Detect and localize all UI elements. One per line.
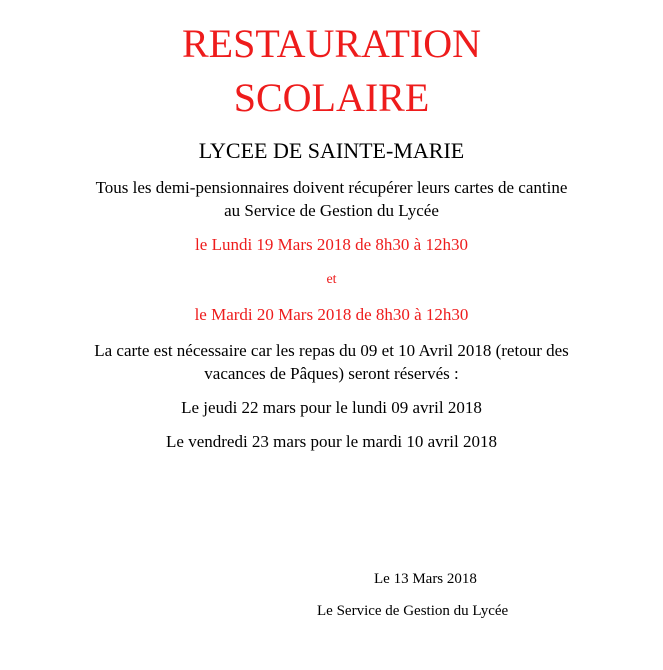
intro-line-1: Tous les demi-pensionnaires doivent récupérer leurs cartes de cantine (95, 178, 568, 197)
signature-service: Le Service de Gestion du Lycée (317, 603, 509, 619)
note-line-1: La carte est nécessaire car les repas du 09 et 10 Avril 2018 (retour des (94, 341, 569, 360)
date-connector: et (326, 272, 337, 287)
pickup-date-2: le Mardi 20 Mars 2018 de 8h30 à 12h30 (194, 305, 469, 324)
intro-line-2: au Service de Gestion du Lycée (224, 201, 439, 220)
pickup-date-1: le Lundi 19 Mars 2018 de 8h30 à 12h30 (195, 235, 468, 254)
title-line-1: RESTAURATION (181, 21, 482, 66)
title-line-2: SCOLAIRE (233, 75, 430, 120)
schedule-line-2: Le vendredi 23 mars pour le mardi 10 avril 2018 (166, 432, 497, 451)
signature-date: Le 13 Mars 2018 (374, 571, 477, 587)
school-name: LYCEE DE SAINTE-MARIE (198, 138, 465, 163)
note-line-2: vacances de Pâques) seront réservés : (204, 364, 459, 383)
schedule-line-1: Le jeudi 22 mars pour le lundi 09 avril 2018 (181, 398, 482, 417)
